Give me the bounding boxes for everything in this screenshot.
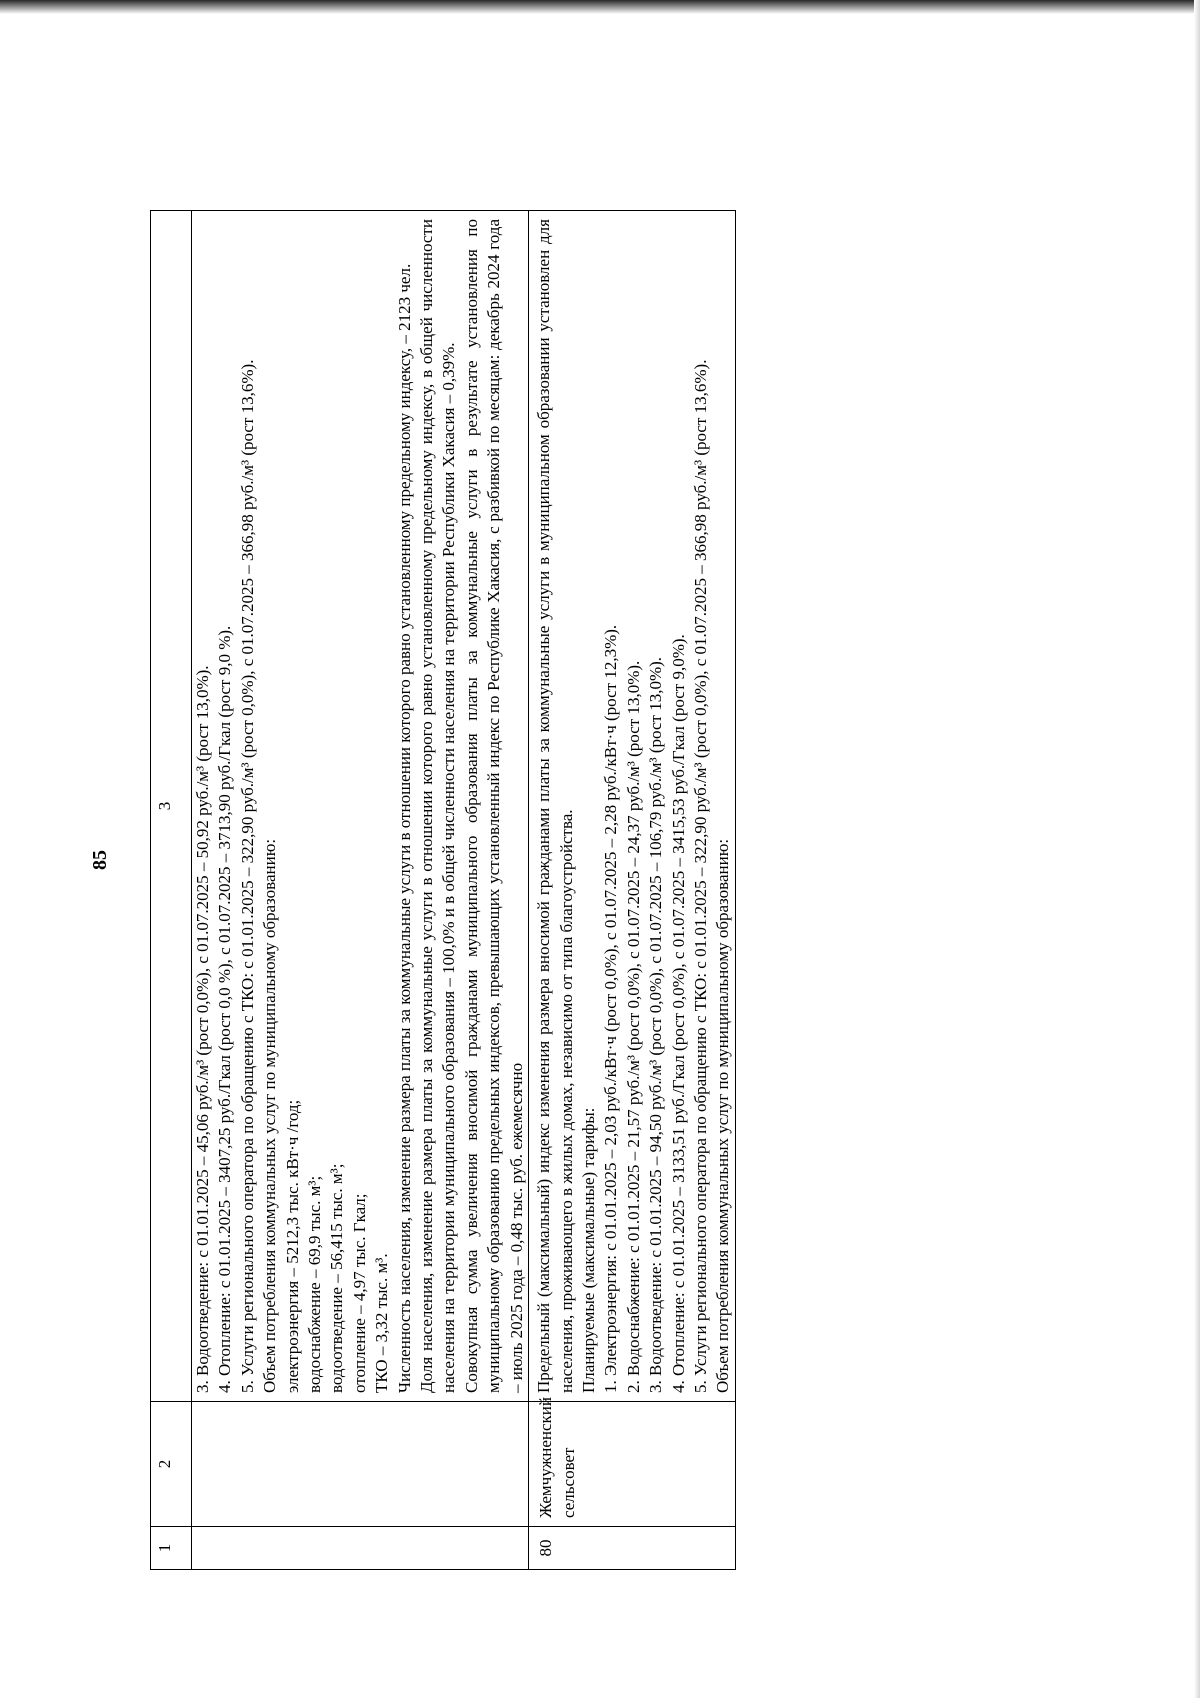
scan-top-edge <box>0 0 1200 14</box>
content-line: Численность населения, изменение размера платы за коммунальные услуги в отношении которого равно установленному предельному индексу, – 2123 чел. <box>394 263 414 1393</box>
content-line: 5. Услуги регионального оператора по обращению с ТКО: с 01.01.2025 – 322,90 руб./м³ (рост 0,0%), с 01.07.2025 – 366,98 руб./м³ (рост 13,6%). <box>690 359 710 1393</box>
document-table <box>150 210 736 1570</box>
content-line: электроэнергия – 5212,3 тыс. кВт·ч /год; <box>282 1099 302 1393</box>
header-col-1: 1 <box>151 1527 192 1570</box>
content-line: Предельный (максимальный) индекс изменения размера вносимой гражданами платы за коммунальные услуги в муниципальном образовании установлен для населения, проживающего в жилых домах, независимо от типа благоустройства. <box>534 219 576 1393</box>
row-80-content <box>529 211 736 1402</box>
content-line: ТКО – 3,32 тыс. м³. <box>372 1253 392 1393</box>
content-line: Совокупная сумма увеличения вносимой гражданами муниципального образования платы за коммунальные услуги в результате установления по муниципальному образованию предельных индексов, превышающих установленный индекс по Республике Хакасия, с разбивкой по месяцам: декабрь 2024 года – июль 2025 года – 0,48 тыс. руб. ежемесячно <box>461 219 526 1393</box>
row-80-name: Жемчужненский сельсовет <box>529 1402 736 1527</box>
content-line: 1. Электроэнергия: с 01.01.2025 – 2,03 руб./кВт·ч (рост 0,0%), с 01.07.2025 – 2,28 руб./кВт·ч (рост 12,3%). <box>601 624 621 1393</box>
continued-row-number <box>192 1527 529 1570</box>
content-line: водоснабжение – 69,9 тыс. м³; <box>305 1175 325 1393</box>
content-line: 4. Отопление: с 01.01.2025 – 3407,25 руб./Гкал (рост 0,0 %), с 01.07.2025 – 3713,90 руб./Гкал (рост 9,0 %). <box>215 625 235 1393</box>
content-line: 3. Водоотведение: с 01.01.2025 – 94,50 руб./м³ (рост 0,0%), с 01.07.2025 – 106,79 руб./м³ (рост 13,0%). <box>646 656 666 1393</box>
row-80-number: 80 <box>529 1527 736 1570</box>
table-header-row <box>151 211 192 1570</box>
content-line: 3. Водоотведение: с 01.01.2025 – 45,06 руб./м³ (рост 0,0%), с 01.07.2025 – 50,92 руб./м³ (рост 13,0%). <box>193 665 212 1393</box>
continued-row-name <box>192 1402 529 1527</box>
page-number: 85 <box>89 850 111 870</box>
content-line: Объем потребления коммунальных услуг по муниципальному образованию: <box>260 838 280 1393</box>
header-col-2: 2 <box>151 1402 192 1527</box>
content-line: водоотведение – 56,415 тыс. м³; <box>327 1163 347 1393</box>
content-line: 5. Услуги регионального оператора по обращению с ТКО: с 01.01.2025 – 322,90 руб./м³ (рост 0,0%), с 01.07.2025 – 366,98 руб./м³ (рост 13,6%). <box>237 359 257 1393</box>
content-line: Объем потребления коммунальных услуг по муниципальному образованию: <box>713 838 733 1393</box>
content-line: 4. Отопление: с 01.01.2025 – 3133,51 руб./Гкал (рост 0,0%), с 01.07.2025 – 3415,53 руб./Гкал (рост 9,0%). <box>668 634 688 1393</box>
rotated-page <box>80 110 1180 1610</box>
table-row-continued <box>192 211 529 1570</box>
content-line: отопление – 4,97 тыс. Гкал; <box>349 1193 369 1393</box>
continued-row-content <box>192 211 529 1402</box>
content-line: 2. Водоснабжение: с 01.01.2025 – 21,57 руб./м³ (рост 0,0%), с 01.07.2025 – 24,37 руб./м³ (рост 13,0%). <box>623 660 643 1393</box>
content-line: Планируемые (максимальные) тарифы: <box>578 1107 598 1393</box>
header-col-3: 3 <box>151 211 192 1402</box>
content-line: Доля населения, изменение размера платы за коммунальные услуги в отношении которого равно установленному предельному индексу, в общей численности населения на территории муниципального образования – 100,0% и в общей численности населения на территории Республики Хакасия – 0,39%. <box>417 219 459 1393</box>
table-row-80 <box>529 211 736 1570</box>
scan-right-edge <box>1194 0 1200 1698</box>
